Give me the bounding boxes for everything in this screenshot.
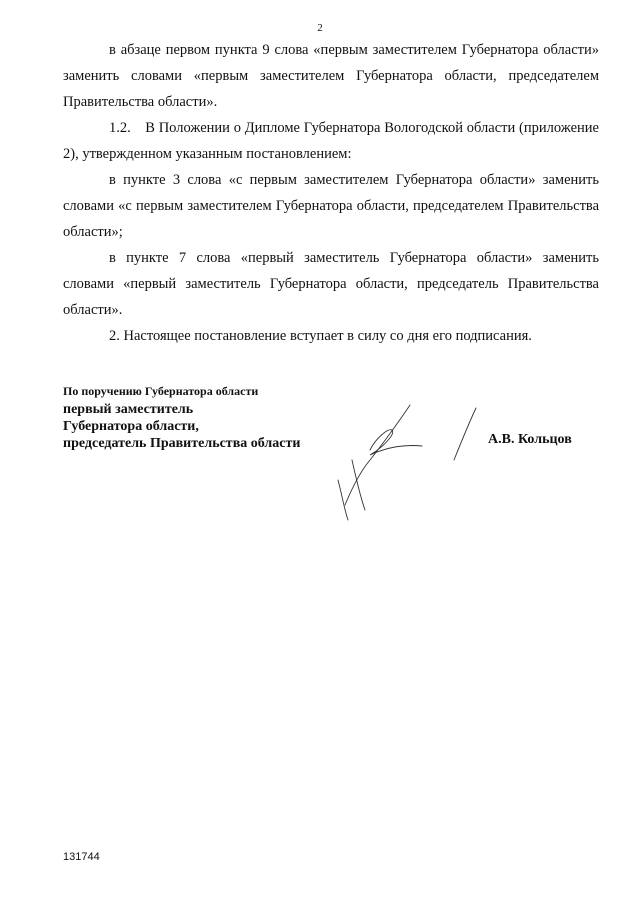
handwritten-signature (330, 400, 480, 525)
paragraph-1: в абзаце первом пункта 9 слова «первым заместителем Губернатора области» заменить словами «первым заместителем Губернатора области, председателем Правительства области». (63, 42, 599, 110)
position-line-2: Губернатора области, (63, 419, 199, 434)
position-line-3: председатель Правительства области (63, 436, 301, 451)
paragraph-3: в пункте 3 слова «с первым заместителем Губернатора области» заменить словами «с первым заместителем Губернатора области, председателем Правительства области»; (63, 172, 599, 240)
on-behalf-line: По поручению Губернатора области (63, 384, 259, 398)
signer-name: А.В. Кольцов (488, 432, 572, 447)
document-code: 131744 (63, 851, 100, 863)
page-number: 2 (317, 22, 323, 34)
position-line-1: первый заместитель (63, 402, 194, 417)
paragraph-2: 1.2. В Положении о Дипломе Губернатора Вологодской области (приложение 2), утвержденном указанным постановлением: (63, 120, 599, 162)
paragraph-5: 2. Настоящее постановление вступает в силу со дня его подписания. (109, 328, 532, 344)
paragraph-4: в пункте 7 слова «первый заместитель Губернатора области» заменить словами «первый заместитель Губернатора области, председатель Правительства области». (63, 250, 599, 318)
